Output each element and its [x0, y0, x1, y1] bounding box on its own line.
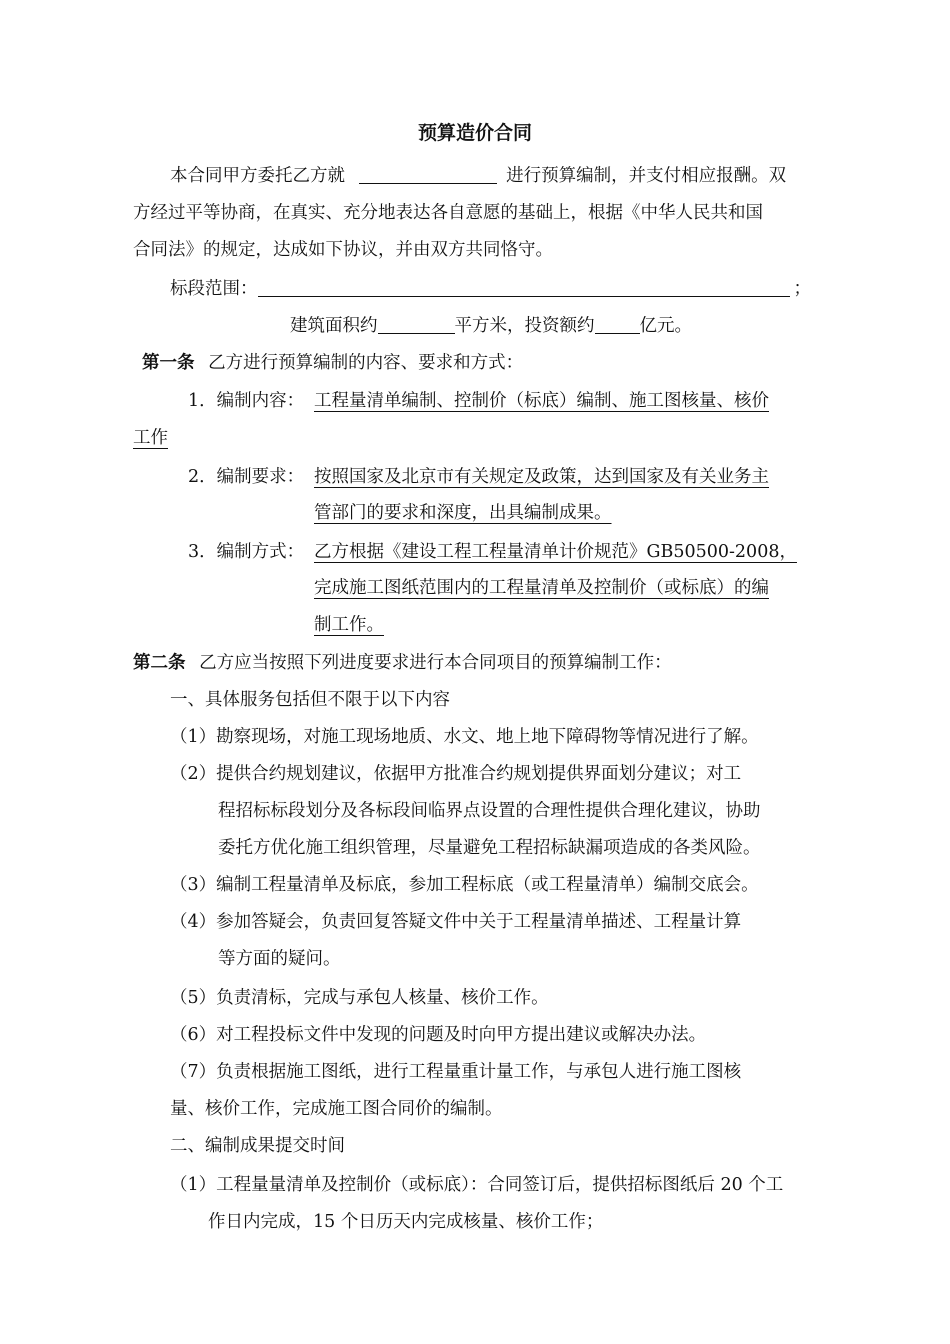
area-unit: 平方米，投资额约	[454, 316, 595, 336]
scope-label: 标段范围：	[170, 279, 258, 299]
item-3-line-2: 完成施工图纸范围内的工程量清单及控制价（或标底）的编	[314, 578, 769, 598]
scope-end: ；	[793, 279, 811, 299]
item-2-line-1: 按照国家及北京市有关规定及政策，达到国家及有关业务主	[314, 467, 769, 487]
article-1-heading: 第一条	[142, 353, 195, 373]
item-1-label: 1．编制内容：	[188, 391, 305, 411]
service-6: （6）对工程投标文件中发现的问题及时向甲方提出建议或解决办法。	[170, 1025, 707, 1045]
section-1-heading: 一、具体服务包括但不限于以下内容	[170, 690, 450, 710]
item-2-label: 2．编制要求：	[188, 467, 305, 487]
article-1-heading-line	[142, 351, 523, 375]
item-3-label: 3．编制方式：	[188, 542, 305, 562]
service-4-line-1: （4）参加答疑会，负责回复答疑文件中关于工程量清单描述、工程量计算	[170, 912, 742, 932]
scope-line	[170, 277, 811, 301]
deadline-1-line-2: 作日内完成，15 个日历天内完成核量、核价工作；	[208, 1212, 604, 1232]
deadline-1-line-1: （1）工程量量清单及控制价（或标底）：合同签订后，提供招标图纸后 20 个工	[170, 1175, 784, 1195]
project-name-blank	[359, 165, 497, 184]
item-3-line-1: 乙方根据《建设工程工程量清单计价规范》GB50500-2008，	[314, 542, 797, 562]
intro-line-3: 合同法》的规定，达成如下协议，并由双方共同恪守。	[133, 240, 553, 260]
investment-blank	[595, 315, 640, 334]
intro-line-2: 方经过平等协商，在真实、充分地表达各自意愿的基础上，根据《中华人民共和国	[133, 203, 763, 223]
service-2-line-1: （2）提供合约规划建议，依据甲方批准合约规划提供界面划分建议；对工	[170, 764, 742, 784]
scope-blank	[258, 278, 790, 297]
intro-line-1-end: 进行预算编制，并支付相应报酬。双	[506, 166, 787, 186]
service-1: （1）勘察现场，对施工现场地质、水文、地上地下障碍物等情况进行了解。	[170, 727, 759, 747]
service-7-line-2: 量、核价工作，完成施工图合同价的编制。	[170, 1099, 503, 1119]
section-2-heading: 二、编制成果提交时间	[170, 1136, 345, 1156]
service-7-line-1: （7）负责根据施工图纸，进行工程量重计量工作，与承包人进行施工图核	[170, 1062, 742, 1082]
item-3-line-3: 制工作。	[314, 615, 384, 635]
article-2-text: 乙方应当按照下列进度要求进行本合同项目的预算编制工作：	[199, 653, 672, 673]
article-1-text: 乙方进行预算编制的内容、要求和方式：	[208, 353, 524, 373]
service-3: （3）编制工程量清单及标底，参加工程标底（或工程量清单）编制交底会。	[170, 875, 759, 895]
investment-unit: 亿元。	[639, 316, 692, 336]
intro-line-1	[170, 164, 786, 188]
item-1-line-1: 工程量清单编制、控制价（标底）编制、施工图核量、核价	[314, 391, 769, 411]
service-5: （5）负责清标，完成与承包人核量、核价工作。	[170, 988, 549, 1008]
item-2-line-2: 管部门的要求和深度，出具编制成果。	[314, 503, 612, 523]
service-2-line-2: 程招标标段划分及各标段间临界点设置的合理性提供合理化建议，协助	[218, 801, 761, 821]
document-title: 预算造价合同	[417, 122, 532, 144]
article-2-heading-line	[133, 651, 672, 675]
area-blank	[378, 315, 455, 334]
article-2-heading: 第二条	[133, 653, 186, 673]
item-1-line-2: 工作	[133, 428, 168, 448]
service-2-line-3: 委托方优化施工组织管理，尽量避免工程招标缺漏项造成的各类风险。	[218, 838, 761, 858]
intro-line-1-start: 本合同甲方委托乙方就	[170, 166, 345, 186]
service-4-line-2: 等方面的疑问。	[218, 949, 341, 969]
area-label: 建筑面积约	[290, 316, 378, 336]
area-line	[290, 314, 692, 338]
